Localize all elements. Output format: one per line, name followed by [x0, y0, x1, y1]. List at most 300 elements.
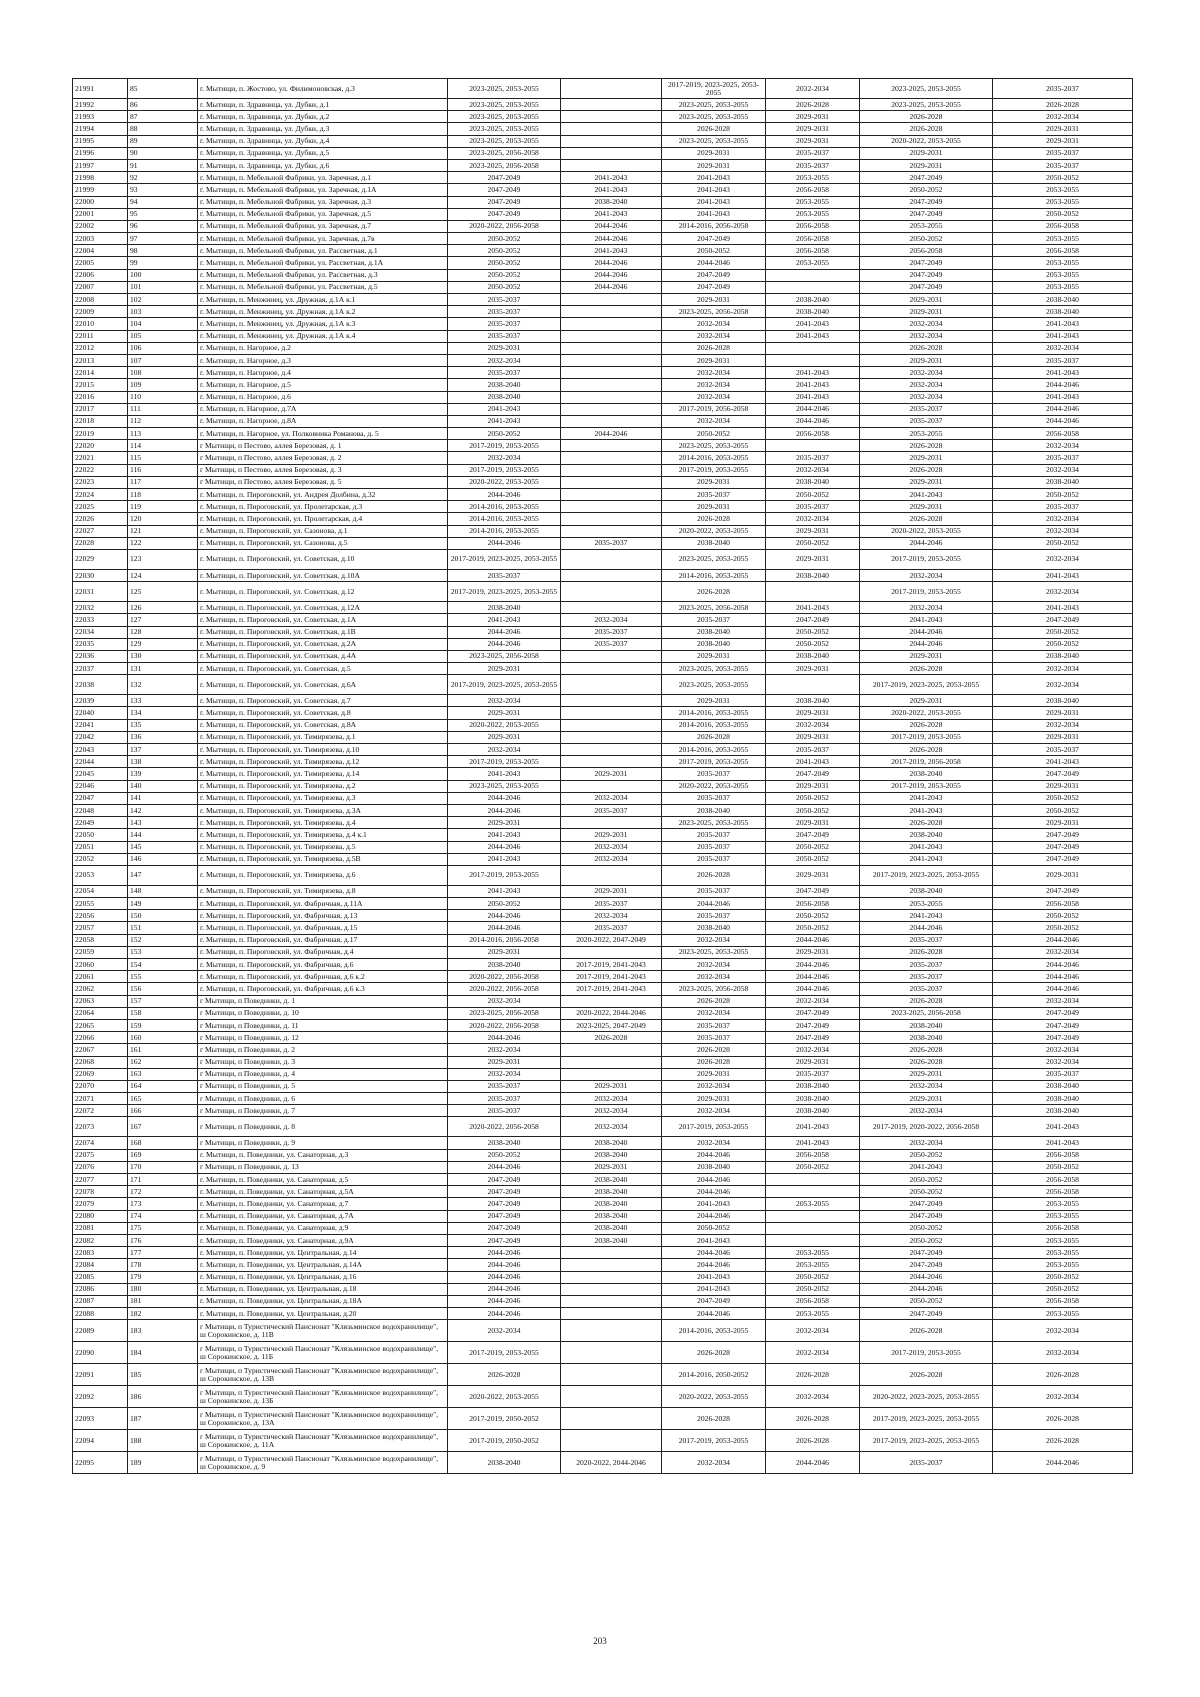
cell-address: г. Мытищи, п. Пироговский, ул. Тимирязева, д.12 [198, 756, 448, 768]
cell-period-1: 2044-2046 [448, 1308, 561, 1320]
cell-period-5: 2050-2052 [860, 233, 993, 245]
cell-record-id: 22074 [73, 1137, 128, 1149]
cell-record-id: 22016 [73, 391, 128, 403]
cell-period-3: 2038-2040 [662, 1161, 766, 1173]
cell-period-3: 2047-2049 [662, 269, 766, 281]
cell-record-id: 21996 [73, 147, 128, 159]
table-row [73, 342, 1133, 354]
cell-record-id: 22027 [73, 525, 128, 537]
cell-period-2: 2032-2034 [561, 853, 662, 865]
table-row [73, 501, 1133, 513]
cell-period-5: 2038-2040 [860, 885, 993, 897]
cell-period-4: 2032-2034 [766, 1044, 860, 1056]
cell-period-3: 2035-2037 [662, 489, 766, 501]
cell-address: г. Мытищи, п. Мебельной Фабрики, ул. Заречная, д.7 [198, 220, 448, 232]
cell-item-number: 105 [128, 330, 198, 342]
cell-period-1: 2047-2049 [448, 208, 561, 220]
registry-rows [73, 79, 1133, 1474]
cell-period-4: 2035-2037 [766, 744, 860, 756]
cell-period-3: 2032-2034 [662, 318, 766, 330]
cell-item-number: 149 [128, 898, 198, 910]
cell-period-1: 2032-2034 [448, 1068, 561, 1080]
cell-period-6: 2047-2049 [993, 853, 1133, 865]
cell-period-6: 2050-2052 [993, 910, 1133, 922]
cell-period-5: 2044-2046 [860, 922, 993, 934]
cell-address: г. Мытищи, п. Поведники, ул. Санаторная, д.5А [198, 1186, 448, 1198]
cell-address: г. Мытищи, п. Пироговский, ул. Советская, д.8 [198, 707, 448, 719]
cell-record-id: 22032 [73, 602, 128, 614]
cell-period-2 [561, 1386, 662, 1408]
cell-period-6: 2032-2034 [993, 675, 1133, 695]
cell-item-number: 116 [128, 464, 198, 476]
cell-period-6: 2050-2052 [993, 537, 1133, 549]
cell-record-id: 22093 [73, 1408, 128, 1430]
table-row [73, 922, 1133, 934]
cell-period-5: 2044-2046 [860, 537, 993, 549]
cell-period-5: 2041-2043 [860, 489, 993, 501]
cell-period-1: 2041-2043 [448, 885, 561, 897]
cell-period-6: 2053-2055 [993, 1210, 1133, 1222]
cell-address: г. Мытищи, п. Поведники, ул. Санаторная, д.7А [198, 1210, 448, 1222]
cell-period-5: 2029-2031 [860, 147, 993, 159]
cell-period-5: 2026-2028 [860, 1044, 993, 1056]
cell-period-3: 2014-2016, 2053-2055 [662, 452, 766, 464]
cell-item-number: 185 [128, 1364, 198, 1386]
cell-address: г Мытищи, п Поведники, д. 4 [198, 1068, 448, 1080]
cell-period-5: 2035-2037 [860, 403, 993, 415]
cell-record-id: 22088 [73, 1308, 128, 1320]
cell-address: г Мытищи, п Туристический Пансионат "Клязьминское водохранилище", ш Сорокинское, д. 13В [198, 1364, 448, 1386]
cell-period-6: 2056-2058 [993, 245, 1133, 257]
table-row [73, 99, 1133, 111]
cell-address: г. Мытищи, п. Нагорное, д.5 [198, 379, 448, 391]
cell-period-4: 2032-2034 [766, 995, 860, 1007]
cell-period-2 [561, 549, 662, 569]
cell-period-6: 2044-2046 [993, 403, 1133, 415]
table-row [73, 1093, 1133, 1105]
table-row [73, 79, 1133, 99]
cell-record-id: 22005 [73, 257, 128, 269]
table-row [73, 220, 1133, 232]
cell-period-6: 2056-2058 [993, 1174, 1133, 1186]
cell-period-6: 2053-2055 [993, 1308, 1133, 1320]
table-row [73, 1007, 1133, 1019]
cell-address: г. Мытищи, п. Мебельной Фабрики, ул. Заречная, д.1А [198, 184, 448, 196]
cell-period-2: 2020-2022, 2044-2046 [561, 1452, 662, 1474]
cell-period-5: 2032-2034 [860, 367, 993, 379]
cell-period-1: 2017-2019, 2053-2055 [448, 756, 561, 768]
cell-period-3: 2041-2043 [662, 1271, 766, 1283]
cell-period-1: 2041-2043 [448, 614, 561, 626]
cell-period-2 [561, 569, 662, 581]
cell-period-4: 2050-2052 [766, 1161, 860, 1173]
cell-period-1: 2035-2037 [448, 306, 561, 318]
cell-record-id: 22003 [73, 233, 128, 245]
cell-period-1: 2044-2046 [448, 804, 561, 816]
cell-period-6: 2038-2040 [993, 294, 1133, 306]
cell-period-1: 2044-2046 [448, 626, 561, 638]
cell-record-id: 22035 [73, 638, 128, 650]
cell-period-2 [561, 415, 662, 427]
cell-period-3: 2032-2034 [662, 959, 766, 971]
cell-period-1: 2041-2043 [448, 415, 561, 427]
table-row [73, 391, 1133, 403]
cell-period-4: 2050-2052 [766, 804, 860, 816]
cell-period-1: 2023-2025, 2053-2055 [448, 99, 561, 111]
cell-period-4: 2038-2040 [766, 306, 860, 318]
cell-period-2 [561, 756, 662, 768]
cell-period-3: 2035-2037 [662, 829, 766, 841]
cell-period-5: 2026-2028 [860, 663, 993, 675]
cell-period-1: 2023-2025, 2056-2058 [448, 147, 561, 159]
cell-address: г. Мытищи, п. Пироговский, ул. Сазонова, д.5 [198, 537, 448, 549]
cell-period-4: 2032-2034 [766, 719, 860, 731]
table-row [73, 1320, 1133, 1342]
table-row [73, 1198, 1133, 1210]
cell-address: г Мытищи, п Поведники, д. 12 [198, 1032, 448, 1044]
cell-address: г. Мытищи, п. Пироговский, ул. Андрея Долбина, д.32 [198, 489, 448, 501]
cell-address: г. Мытищи, п. Жостово, ул. Филимоновская, д.3 [198, 79, 448, 99]
cell-period-1: 2047-2049 [448, 1222, 561, 1234]
cell-period-6: 2041-2043 [993, 756, 1133, 768]
table-row [73, 318, 1133, 330]
cell-address: г. Мытищи, п. Пироговский, ул. Фабричная, д.15 [198, 922, 448, 934]
cell-period-5: 2047-2049 [860, 1198, 993, 1210]
cell-record-id: 22080 [73, 1210, 128, 1222]
cell-period-6: 2038-2040 [993, 306, 1133, 318]
cell-item-number: 135 [128, 719, 198, 731]
cell-item-number: 90 [128, 147, 198, 159]
cell-address: г. Мытищи, п. Нагорное, ул. Полковника Романова, д. 5 [198, 428, 448, 440]
table-row [73, 135, 1133, 147]
cell-period-4: 2035-2037 [766, 147, 860, 159]
cell-period-4: 2029-2031 [766, 780, 860, 792]
cell-period-3: 2044-2046 [662, 1174, 766, 1186]
cell-period-1: 2035-2037 [448, 367, 561, 379]
table-row [73, 330, 1133, 342]
cell-period-1: 2020-2022, 2053-2055 [448, 719, 561, 731]
cell-period-4: 2047-2049 [766, 614, 860, 626]
cell-period-4: 2056-2058 [766, 898, 860, 910]
cell-period-4: 2029-2031 [766, 123, 860, 135]
cell-period-3: 2041-2043 [662, 172, 766, 184]
cell-item-number: 114 [128, 440, 198, 452]
cell-period-1: 2023-2025, 2053-2055 [448, 135, 561, 147]
cell-record-id: 22044 [73, 756, 128, 768]
table-row [73, 245, 1133, 257]
cell-period-6: 2032-2034 [993, 342, 1133, 354]
cell-item-number: 132 [128, 675, 198, 695]
cell-record-id: 22061 [73, 971, 128, 983]
cell-address: г. Мытищи, п. Пироговский, ул. Советская, д.4А [198, 650, 448, 662]
cell-period-6: 2035-2037 [993, 501, 1133, 513]
cell-period-3: 2026-2028 [662, 1342, 766, 1364]
cell-period-5: 2035-2037 [860, 934, 993, 946]
cell-period-1: 2035-2037 [448, 330, 561, 342]
cell-period-4: 2056-2058 [766, 245, 860, 257]
cell-record-id: 22066 [73, 1032, 128, 1044]
cell-record-id: 22001 [73, 208, 128, 220]
cell-period-4: 2047-2049 [766, 1019, 860, 1031]
cell-period-3: 2047-2049 [662, 281, 766, 293]
cell-record-id: 22009 [73, 306, 128, 318]
table-row [73, 1161, 1133, 1173]
cell-address: г Мытищи, п Поведники, д. 2 [198, 1044, 448, 1056]
cell-period-3: 2035-2037 [662, 614, 766, 626]
table-row [73, 898, 1133, 910]
cell-period-6: 2032-2034 [993, 549, 1133, 569]
cell-period-6: 2047-2049 [993, 614, 1133, 626]
cell-period-1: 2044-2046 [448, 841, 561, 853]
cell-period-6: 2050-2052 [993, 638, 1133, 650]
cell-period-2 [561, 1259, 662, 1271]
cell-period-1: 2029-2031 [448, 817, 561, 829]
cell-period-1: 2032-2034 [448, 1044, 561, 1056]
cell-period-4: 2056-2058 [766, 233, 860, 245]
cell-period-6: 2026-2028 [993, 1408, 1133, 1430]
cell-period-6: 2032-2034 [993, 440, 1133, 452]
cell-period-5: 2056-2058 [860, 245, 993, 257]
cell-record-id: 22091 [73, 1364, 128, 1386]
cell-period-3: 2020-2022, 2053-2055 [662, 525, 766, 537]
cell-period-1: 2044-2046 [448, 1247, 561, 1259]
cell-address: г. Мытищи, п. Менжинец, ул. Дружная, д.1А к.3 [198, 318, 448, 330]
cell-period-5: 2026-2028 [860, 440, 993, 452]
table-row [73, 354, 1133, 366]
cell-period-1: 2044-2046 [448, 922, 561, 934]
cell-period-5: 2029-2031 [860, 452, 993, 464]
cell-period-4: 2050-2052 [766, 841, 860, 853]
table-row [73, 549, 1133, 569]
cell-period-6: 2041-2043 [993, 1117, 1133, 1137]
cell-period-2: 2020-2022, 2044-2046 [561, 1007, 662, 1019]
cell-period-4 [766, 354, 860, 366]
table-row [73, 853, 1133, 865]
cell-address: г. Мытищи, п. Пироговский, ул. Советская, д.6А [198, 675, 448, 695]
cell-period-6: 2026-2028 [993, 1364, 1133, 1386]
cell-item-number: 159 [128, 1019, 198, 1031]
cell-record-id: 22058 [73, 934, 128, 946]
cell-address: г Мытищи, п Поведники, д. 6 [198, 1093, 448, 1105]
cell-period-3: 2023-2025, 2053-2055 [662, 817, 766, 829]
table-row [73, 306, 1133, 318]
cell-record-id: 22051 [73, 841, 128, 853]
cell-period-1: 2044-2046 [448, 1271, 561, 1283]
cell-record-id: 22092 [73, 1386, 128, 1408]
cell-period-1: 2017-2019, 2050-2052 [448, 1408, 561, 1430]
cell-period-4 [766, 1186, 860, 1198]
cell-item-number: 158 [128, 1007, 198, 1019]
cell-period-4: 2029-2031 [766, 707, 860, 719]
cell-period-2: 2032-2034 [561, 614, 662, 626]
table-row [73, 294, 1133, 306]
cell-address: г. Мытищи, п. Нагорное, д.3 [198, 354, 448, 366]
cell-address: г. Мытищи, п. Мебельной Фабрики, ул. Рассветная, д.1 [198, 245, 448, 257]
cell-period-3: 2044-2046 [662, 1247, 766, 1259]
cell-period-5: 2035-2037 [860, 983, 993, 995]
cell-period-5: 2044-2046 [860, 1271, 993, 1283]
cell-period-6: 2053-2055 [993, 1198, 1133, 1210]
cell-period-6: 2032-2034 [993, 995, 1133, 1007]
cell-record-id: 22064 [73, 1007, 128, 1019]
table-row [73, 1259, 1133, 1271]
cell-period-5: 2035-2037 [860, 971, 993, 983]
cell-item-number: 126 [128, 602, 198, 614]
cell-item-number: 98 [128, 245, 198, 257]
table-row [73, 184, 1133, 196]
cell-record-id: 22030 [73, 569, 128, 581]
cell-item-number: 186 [128, 1386, 198, 1408]
cell-period-2: 2044-2046 [561, 233, 662, 245]
cell-address: г. Мытищи, п. Поведники, ул. Санаторная, д.3 [198, 1149, 448, 1161]
cell-period-1: 2050-2052 [448, 281, 561, 293]
cell-period-2 [561, 1044, 662, 1056]
cell-item-number: 131 [128, 663, 198, 675]
cell-period-2: 2038-2040 [561, 1198, 662, 1210]
cell-period-1: 2017-2019, 2053-2055 [448, 1342, 561, 1364]
cell-period-3: 2050-2052 [662, 1222, 766, 1234]
cell-item-number: 123 [128, 549, 198, 569]
cell-period-5: 2050-2052 [860, 1234, 993, 1246]
cell-address: г. Мытищи, п. Пироговский, ул. Тимирязева, д.1 [198, 731, 448, 743]
cell-record-id: 22042 [73, 731, 128, 743]
cell-period-5: 2041-2043 [860, 792, 993, 804]
cell-period-5: 2017-2019, 2053-2055 [860, 582, 993, 602]
cell-item-number: 136 [128, 731, 198, 743]
cell-address: г. Мытищи, п. Здравница, ул. Дубки, д.2 [198, 111, 448, 123]
cell-period-4: 2044-2046 [766, 983, 860, 995]
cell-record-id: 22052 [73, 853, 128, 865]
cell-period-1: 2020-2022, 2053-2055 [448, 1386, 561, 1408]
cell-period-4 [766, 342, 860, 354]
cell-period-1: 2038-2040 [448, 959, 561, 971]
cell-period-2: 2029-2031 [561, 1080, 662, 1092]
cell-period-3: 2026-2028 [662, 865, 766, 885]
cell-period-6: 2050-2052 [993, 626, 1133, 638]
cell-period-4 [766, 269, 860, 281]
cell-period-6: 2050-2052 [993, 792, 1133, 804]
cell-item-number: 88 [128, 123, 198, 135]
cell-period-6: 2032-2034 [993, 719, 1133, 731]
cell-item-number: 129 [128, 638, 198, 650]
cell-period-6: 2053-2055 [993, 281, 1133, 293]
cell-period-4: 2029-2031 [766, 817, 860, 829]
cell-period-2: 2038-2040 [561, 1234, 662, 1246]
cell-record-id: 22013 [73, 354, 128, 366]
table-row [73, 804, 1133, 816]
cell-record-id: 22086 [73, 1283, 128, 1295]
cell-period-5: 2017-2019, 2053-2055 [860, 1342, 993, 1364]
cell-period-3: 2038-2040 [662, 537, 766, 549]
cell-period-6: 2032-2034 [993, 946, 1133, 958]
cell-item-number: 128 [128, 626, 198, 638]
cell-period-3: 2026-2028 [662, 1408, 766, 1430]
cell-record-id: 22083 [73, 1247, 128, 1259]
cell-period-2 [561, 1342, 662, 1364]
cell-address: г. Мытищи, п. Пироговский, ул. Советская, д.1В [198, 626, 448, 638]
cell-record-id: 22038 [73, 675, 128, 695]
cell-record-id: 22050 [73, 829, 128, 841]
cell-period-4 [766, 1234, 860, 1246]
cell-period-2 [561, 123, 662, 135]
cell-record-id: 21993 [73, 111, 128, 123]
cell-period-2 [561, 1364, 662, 1386]
cell-address: г. Мытищи, п. Мебельной Фабрики, ул. Рассветная, д.3 [198, 269, 448, 281]
cell-period-1: 2047-2049 [448, 1186, 561, 1198]
cell-record-id: 22045 [73, 768, 128, 780]
cell-period-6: 2053-2055 [993, 1234, 1133, 1246]
cell-period-4 [766, 582, 860, 602]
cell-record-id: 22063 [73, 995, 128, 1007]
cell-address: г. Мытищи, п. Поведники, ул. Центральная, д.18 [198, 1283, 448, 1295]
cell-period-3: 2050-2052 [662, 245, 766, 257]
cell-period-3: 2029-2031 [662, 650, 766, 662]
cell-period-2 [561, 440, 662, 452]
cell-period-5: 2050-2052 [860, 184, 993, 196]
cell-item-number: 176 [128, 1234, 198, 1246]
cell-period-3: 2026-2028 [662, 731, 766, 743]
cell-period-1: 2029-2031 [448, 1056, 561, 1068]
cell-period-4: 2053-2055 [766, 1308, 860, 1320]
cell-period-4: 2047-2049 [766, 885, 860, 897]
cell-period-5: 2017-2019, 2023-2025, 2053-2055 [860, 865, 993, 885]
cell-period-3: 2023-2025, 2053-2055 [662, 946, 766, 958]
cell-item-number: 120 [128, 513, 198, 525]
cell-record-id: 22057 [73, 922, 128, 934]
cell-period-6: 2056-2058 [993, 1149, 1133, 1161]
cell-period-6: 2035-2037 [993, 1068, 1133, 1080]
cell-period-2 [561, 403, 662, 415]
cell-item-number: 109 [128, 379, 198, 391]
cell-period-6: 2041-2043 [993, 318, 1133, 330]
table-row [73, 1137, 1133, 1149]
cell-period-2: 2032-2034 [561, 792, 662, 804]
cell-period-2 [561, 602, 662, 614]
cell-period-1: 2017-2019, 2053-2055 [448, 464, 561, 476]
cell-address: г. Мытищи, п. Пироговский, ул. Пролетарская, д.4 [198, 513, 448, 525]
cell-period-4: 2044-2046 [766, 415, 860, 427]
cell-period-1: 2050-2052 [448, 257, 561, 269]
cell-period-4: 2050-2052 [766, 1283, 860, 1295]
cell-period-1: 2044-2046 [448, 537, 561, 549]
cell-item-number: 188 [128, 1430, 198, 1452]
cell-period-6: 2047-2049 [993, 1019, 1133, 1031]
cell-record-id: 22087 [73, 1295, 128, 1307]
table-row [73, 379, 1133, 391]
cell-record-id: 22095 [73, 1452, 128, 1474]
cell-period-2 [561, 79, 662, 99]
cell-period-5: 2029-2031 [860, 354, 993, 366]
cell-record-id: 21995 [73, 135, 128, 147]
cell-period-3: 2038-2040 [662, 922, 766, 934]
table-row [73, 569, 1133, 581]
cell-record-id: 22047 [73, 792, 128, 804]
cell-item-number: 119 [128, 501, 198, 513]
cell-record-id: 22007 [73, 281, 128, 293]
cell-period-5: 2026-2028 [860, 513, 993, 525]
cell-item-number: 154 [128, 959, 198, 971]
cell-period-6: 2032-2034 [993, 1342, 1133, 1364]
cell-period-5: 2017-2019, 2053-2055 [860, 549, 993, 569]
cell-period-3: 2032-2034 [662, 367, 766, 379]
cell-period-3: 2032-2034 [662, 971, 766, 983]
cell-period-4: 2026-2028 [766, 1364, 860, 1386]
cell-item-number: 180 [128, 1283, 198, 1295]
cell-item-number: 184 [128, 1342, 198, 1364]
cell-item-number: 156 [128, 983, 198, 995]
table-row [73, 1222, 1133, 1234]
table-row [73, 1386, 1133, 1408]
